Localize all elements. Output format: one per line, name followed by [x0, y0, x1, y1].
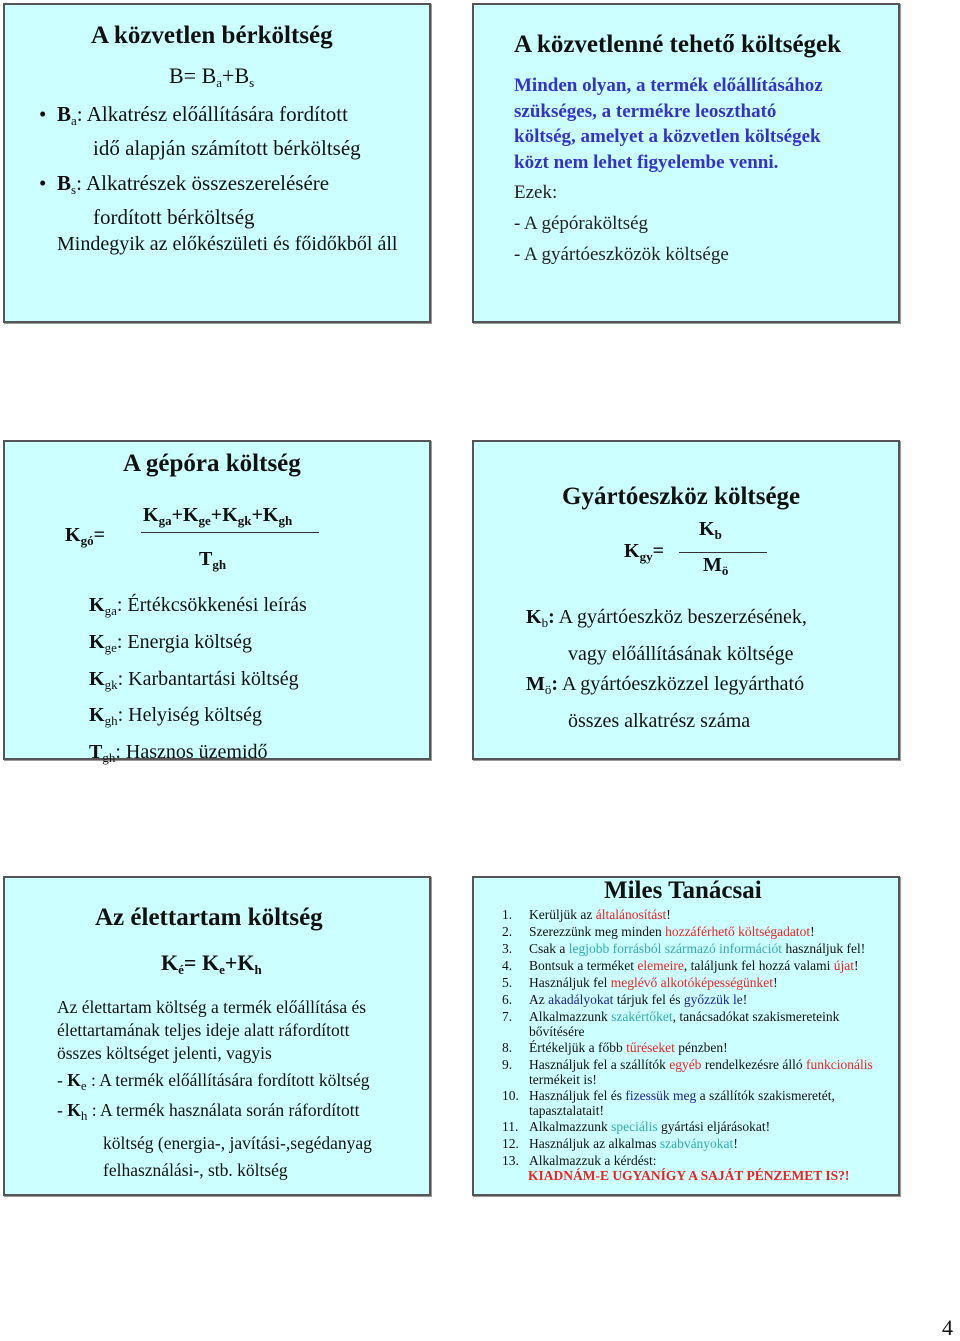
tip-number: 12. [502, 1136, 519, 1151]
bullet-dot-icon: • [39, 171, 47, 195]
tip-text-part: használjuk fel! [782, 941, 866, 956]
bullet-dot-icon: • [39, 102, 47, 126]
list-intro: Ezek: [514, 182, 558, 203]
den-sub: gh [212, 557, 227, 572]
tip-text-part: Szerezzünk meg minden [529, 924, 666, 939]
kb-colon: : [548, 606, 555, 628]
num-term: K [699, 518, 715, 540]
lhs-k: K [624, 540, 640, 562]
def-text: : Hasznos üzemidő [115, 741, 268, 764]
tip-text-part: a szállítók szakismeretét, tapasztalatait! [529, 1088, 835, 1118]
slide-title: A közvetlenné tehető költségek [514, 31, 842, 58]
ke-dash: - [57, 1070, 68, 1090]
tip-text-part: Az [529, 992, 549, 1007]
ba-text: : Alkatrész előállítására fordított [76, 102, 348, 126]
bs-sub: s [71, 182, 77, 197]
ke-sub: e [80, 1078, 87, 1093]
formula-sub: h [254, 962, 262, 977]
tip-number: 8. [502, 1040, 513, 1055]
fraction-line [679, 552, 767, 553]
formula-lhs [65, 524, 105, 549]
formula-plus: +B [222, 63, 250, 88]
kh-symbol: K [67, 1100, 81, 1120]
mo-continuation: összes alkatrész száma [568, 709, 751, 732]
definition-kb [526, 602, 807, 736]
slide-title: Az élettartam költség [95, 904, 323, 931]
tip-text-part: ! [773, 975, 778, 990]
tip-text [529, 1119, 891, 1134]
tip-text-part: , tanácsadókat szakismereteink bővítésére [529, 1009, 840, 1039]
note-text: Mindegyik az előkészületi és főidőkből áll [57, 233, 398, 255]
ba-sub: a [71, 113, 77, 128]
ke-definition [57, 1070, 369, 1094]
def-symbol: K [89, 667, 105, 690]
num-term: +K [251, 504, 279, 526]
mo-sub: ö [544, 682, 552, 697]
tip-number: 11. [502, 1119, 519, 1134]
num-sub: ga [158, 513, 172, 528]
num-sub: gk [237, 513, 252, 528]
den-term: T [199, 548, 213, 570]
formula-denominator [703, 554, 728, 579]
tip-number: 13. [502, 1153, 519, 1168]
kh-continuation: felhasználási-, stb. költség [103, 1160, 288, 1180]
formula-numerator [699, 518, 722, 543]
definitions-list [89, 590, 307, 774]
formula-lhs [624, 540, 664, 565]
tip-text [529, 924, 891, 939]
definition-line: költség, amelyet a közvetlen költségek [514, 126, 821, 147]
tip-text [529, 941, 891, 956]
tip-text [529, 1057, 891, 1087]
slide-machine-hour-cost [3, 440, 431, 766]
den-term: M [703, 554, 722, 576]
lhs-k: K [65, 524, 81, 546]
def-sub: gk [104, 676, 118, 692]
tip-text-part: ! [810, 924, 815, 939]
slide-title: Gyártóeszköz költsége [562, 483, 801, 510]
kh-sub: h [80, 1108, 88, 1123]
den-sub: ö [721, 563, 729, 578]
num-term: +K [210, 504, 238, 526]
tip-text-part: szakértőket [611, 1009, 673, 1024]
num-sub: gh [278, 513, 293, 528]
lifecycle-formula [161, 950, 262, 978]
tip-text-part: Használjuk fel [529, 975, 611, 990]
list-item: - A gyártóeszközök költsége [514, 244, 729, 265]
mo-text: A gyártóeszközzel legyártható [558, 673, 805, 695]
formula-sub-a: a [216, 75, 223, 90]
num-sub: b [714, 527, 722, 542]
lifecycle-paragraph [57, 996, 366, 1065]
slide-title: Miles Tanácsai [604, 877, 762, 904]
bs-continuation: fordított bérköltség [93, 205, 255, 229]
formula-eq: = K [183, 950, 220, 975]
kb-continuation: vagy előállításának költsége [568, 642, 794, 665]
tip-number: 10. [502, 1088, 519, 1103]
final-question: KIADNÁM-E UGYANÍGY A SAJÁT PÉNZEMET IS?! [528, 1168, 850, 1183]
num-term: +K [171, 504, 199, 526]
tip-text-part: tárjuk fel és [613, 992, 684, 1007]
tip-text-part: pénzben! [674, 1040, 728, 1055]
def-sub: gh [102, 750, 116, 766]
def-text: : Energia költség [116, 630, 252, 653]
tip-text-part: hozzáférhető költségadatot [665, 924, 811, 939]
kh-continuation: költség (energia-, javítási-,segédanyag [103, 1132, 372, 1153]
tip-text-part: Alkalmazzuk a kérdést: [529, 1153, 657, 1168]
def-sub: ge [104, 639, 117, 655]
tip-text-part: speciális [611, 1119, 658, 1134]
formula-k: K [161, 950, 179, 975]
tip-number: 3. [502, 941, 513, 956]
def-sub: gh [104, 713, 118, 729]
num-term: K [143, 504, 159, 526]
definition-text [514, 73, 823, 175]
tip-text-part: ! [854, 958, 859, 973]
definition-line: Minden olyan, a termék előállításához [514, 75, 823, 96]
tip-text-part: Értékeljük a főbb [529, 1040, 627, 1055]
def-text: : Helyiség költség [117, 704, 262, 727]
slide-indirect-direct-costs [472, 3, 900, 323]
tip-text-part: elemeire [637, 958, 684, 973]
tip-number: 2. [502, 924, 513, 939]
num-sub: ge [198, 513, 211, 528]
tip-text-part: meglévő alkotóképességünket [610, 975, 774, 990]
tip-text [529, 1009, 891, 1039]
bs-text: : Alkatrészek összeszerelésére [76, 171, 330, 195]
kb-sub: b [541, 615, 549, 630]
tip-text-part: Csak a [529, 941, 569, 956]
def-text: : Értékcsökkenési leírás [116, 594, 307, 616]
paragraph-line: Az élettartam költség a termék előállítása és [57, 997, 367, 1017]
tip-text-part: akadályokat [548, 992, 614, 1007]
tip-text-part: Használjuk fel a szállítók [529, 1057, 670, 1072]
tip-text [529, 975, 891, 990]
formula-plus: +K [224, 950, 255, 975]
lhs-eq: = [93, 524, 105, 546]
def-symbol: K [89, 594, 105, 616]
tip-text-part: ! [666, 907, 671, 922]
kb-text: A gyártóeszköz beszerzésének, [554, 606, 807, 628]
tip-text-part: termékeit is! [529, 1072, 597, 1087]
kh-dash: - [57, 1100, 68, 1120]
tip-text-part: Kerüljük az [529, 907, 596, 922]
formula-sub-s: s [249, 75, 255, 90]
formula-numerator [143, 504, 292, 529]
tip-text [529, 992, 891, 1007]
tip-text-part: Alkalmazzunk [529, 1009, 612, 1024]
kh-text: : A termék használata során ráfordított [87, 1100, 360, 1120]
def-sub: ga [104, 603, 117, 618]
tip-text [529, 958, 891, 973]
paragraph-line: összes költséget jelenti, vagyis [57, 1043, 272, 1063]
ke-text: : A termék előállítására fordított költség [86, 1070, 370, 1090]
formula-lhs: B= B [169, 63, 217, 88]
tip-text-part: legjobb forrásból származó információt [568, 941, 783, 956]
slide-title: A gépóra költség [123, 450, 301, 477]
ke-symbol: K [67, 1070, 81, 1090]
mo-colon: : [551, 673, 559, 695]
mo-symbol: M [526, 673, 545, 695]
tip-text-part: szabványokat [659, 1136, 734, 1151]
definition-item [89, 590, 307, 627]
definition-line: közt nem lehet figyelembe venni. [514, 151, 779, 173]
tip-number: 7. [502, 1009, 513, 1024]
tip-text-part: újat [833, 958, 855, 973]
tip-text-part: funkcionális [806, 1057, 873, 1072]
tip-text [529, 907, 891, 922]
definition-line: szükséges, a termékre leosztható [514, 100, 777, 122]
def-symbol: T [89, 741, 103, 764]
tip-text [529, 1088, 891, 1118]
slide-title: A közvetlen bérköltség [91, 22, 333, 49]
list-item: - A gépóraköltség [514, 213, 649, 234]
tip-number: 6. [502, 992, 513, 1007]
tip-text-part: Használjuk fel és [529, 1088, 626, 1103]
ba-symbol: B [57, 102, 72, 126]
tip-number: 1. [502, 907, 513, 922]
lhs-sub: gy [639, 549, 653, 564]
tip-text [529, 1153, 891, 1168]
tip-text-part: gyártási eljárásokat! [657, 1119, 771, 1134]
formula-sub: é [178, 962, 184, 977]
tip-text-part: Bontsuk a terméket [529, 958, 638, 973]
tip-number: 9. [502, 1057, 513, 1072]
lhs-sub: gó [80, 533, 94, 548]
tip-number: 5. [502, 975, 513, 990]
definition-item [89, 700, 307, 737]
definition-item [89, 737, 307, 774]
tip-text-part: ! [742, 992, 748, 1007]
formula-denominator [199, 548, 226, 573]
tip-text-part: Használjuk az alkalmas [529, 1136, 660, 1151]
slide-tooling-cost [472, 440, 900, 760]
bs-symbol: B [57, 171, 72, 195]
paragraph-line: élettartamának teljes ideje alatt ráfordított [57, 1020, 350, 1040]
kb-symbol: K [526, 606, 542, 628]
page-number: 4 [942, 1315, 953, 1340]
tip-text-part: győzzük le [683, 992, 743, 1007]
tip-text-part: általánosítást [595, 907, 667, 922]
definition-item [89, 627, 307, 664]
tip-text-part: tűréseket [626, 1040, 675, 1055]
ba-continuation: idő alapján számított bérköltség [93, 136, 361, 160]
tip-text [529, 1136, 891, 1151]
tip-text-part: ! [733, 1136, 738, 1151]
wage-formula [169, 63, 254, 91]
tip-text-part: , találjunk fel hozzá valami [683, 958, 834, 973]
tip-text-part: Alkalmazzunk [529, 1119, 612, 1134]
fraction-line [141, 532, 319, 533]
slide-miles-advice [472, 876, 900, 1196]
def-symbol: K [89, 630, 105, 653]
kh-definition [57, 1097, 372, 1185]
slide-lifecycle-cost [3, 876, 431, 1196]
slide-direct-wage-cost [3, 3, 431, 323]
lhs-eq: = [652, 540, 664, 562]
tip-text-part: rendelkezésre álló [701, 1057, 807, 1072]
tip-text-part: egyéb [669, 1057, 702, 1072]
def-symbol: K [89, 704, 105, 727]
def-text: : Karbantartási költség [117, 667, 299, 690]
tip-text [529, 1040, 891, 1055]
tip-number: 4. [502, 958, 513, 973]
formula-sub: e [219, 962, 225, 977]
definition-item [89, 664, 307, 701]
tip-text-part: fizessük meg [625, 1088, 697, 1103]
